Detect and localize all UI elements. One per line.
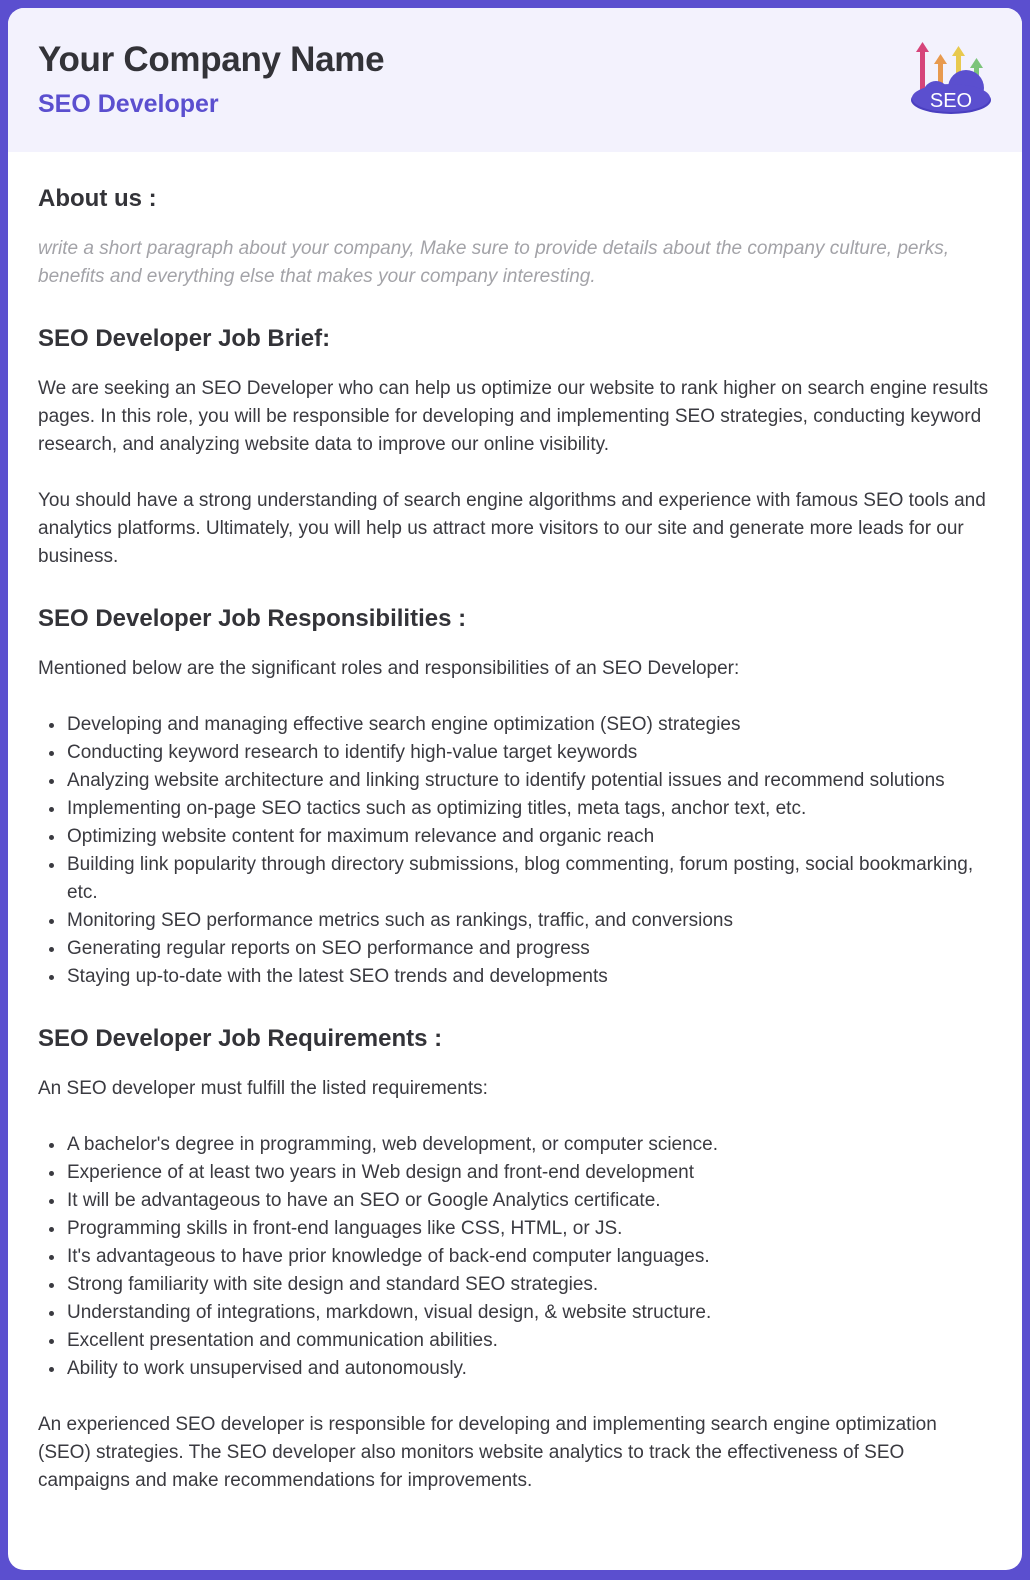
list-item: Implementing on-page SEO tactics such as optimizing titles, meta tags, anchor text, etc.	[38, 795, 992, 823]
logo-text: SEO	[929, 90, 973, 112]
responsibilities-section	[38, 602, 992, 991]
brief-section	[38, 322, 992, 571]
job-description-card	[8, 8, 1022, 1570]
requirements-heading: SEO Developer Job Requirements :	[38, 1025, 443, 1052]
list-item: Analyzing website architecture and linking structure to identify potential issues and recommend solutions	[38, 767, 992, 795]
list-item: Building link popularity through directory submissions, blog commenting, forum posting, social bookmarking, etc.	[38, 851, 992, 907]
list-item: Developing and managing effective search engine optimization (SEO) strategies	[38, 711, 992, 739]
content	[8, 152, 1022, 1495]
job-title: SEO Developer	[38, 90, 219, 118]
list-item: Understanding of integrations, markdown, visual design, & website structure.	[38, 1299, 992, 1327]
list-item: Programming skills in front-end languages like CSS, HTML, or JS.	[38, 1215, 992, 1243]
list-item: Excellent presentation and communication abilities.	[38, 1327, 992, 1355]
list-item: Generating regular reports on SEO performance and progress	[38, 935, 992, 963]
requirements-list	[38, 1131, 992, 1383]
about-section	[38, 182, 992, 291]
responsibilities-list	[38, 711, 992, 991]
responsibilities-intro: Mentioned below are the significant roles and responsibilities of an SEO Developer:	[38, 658, 740, 679]
requirements-section	[38, 1022, 992, 1495]
brief-heading: SEO Developer Job Brief:	[38, 325, 331, 352]
list-item: A bachelor's degree in programming, web development, or computer science.	[38, 1131, 992, 1159]
list-item: Experience of at least two years in Web design and front-end development	[38, 1159, 992, 1187]
brief-paragraph: We are seeking an SEO Developer who can help us optimize our website to rank higher on search engine results pages. In this role, you will be responsible for developing and implementing SEO strategies, conducting keyword research, and analyzing website data to improve our online visibility.	[38, 378, 989, 455]
list-item: Ability to work unsupervised and autonomously.	[38, 1355, 992, 1383]
list-item: Strong familiarity with site design and standard SEO strategies.	[38, 1271, 992, 1299]
list-item: It's advantageous to have prior knowledge of back-end computer languages.	[38, 1243, 992, 1271]
list-item: Conducting keyword research to identify high-value target keywords	[38, 739, 992, 767]
list-item: It will be advantageous to have an SEO or Google Analytics certificate.	[38, 1187, 992, 1215]
list-item: Optimizing website content for maximum relevance and organic reach	[38, 823, 992, 851]
requirements-intro: An SEO developer must fulfill the listed requirements:	[38, 1078, 488, 1099]
seo-cloud-logo-icon	[908, 40, 994, 120]
about-heading: About us :	[38, 185, 157, 212]
about-text: write a short paragraph about your company, Make sure to provide details about the company culture, perks, benefits and everything else that makes your company interesting.	[38, 238, 950, 287]
list-item: Staying up-to-date with the latest SEO trends and developments	[38, 963, 992, 991]
responsibilities-heading: SEO Developer Job Responsibilities :	[38, 605, 467, 632]
header	[8, 8, 1022, 152]
list-item: Monitoring SEO performance metrics such as rankings, traffic, and conversions	[38, 907, 992, 935]
closing-paragraph: An experienced SEO developer is responsible for developing and implementing search engine optimization (SEO) strategies. The SEO developer also monitors website analytics to track the effectiveness of SEO campaigns and make recommendations for improvements.	[38, 1414, 937, 1491]
brief-paragraph: You should have a strong understanding of search engine algorithms and experience with famous SEO tools and analytics platforms. Ultimately, you will help us attract more visitors to our site and generate more leads for our business.	[38, 490, 986, 567]
company-name: Your Company Name	[38, 40, 385, 79]
